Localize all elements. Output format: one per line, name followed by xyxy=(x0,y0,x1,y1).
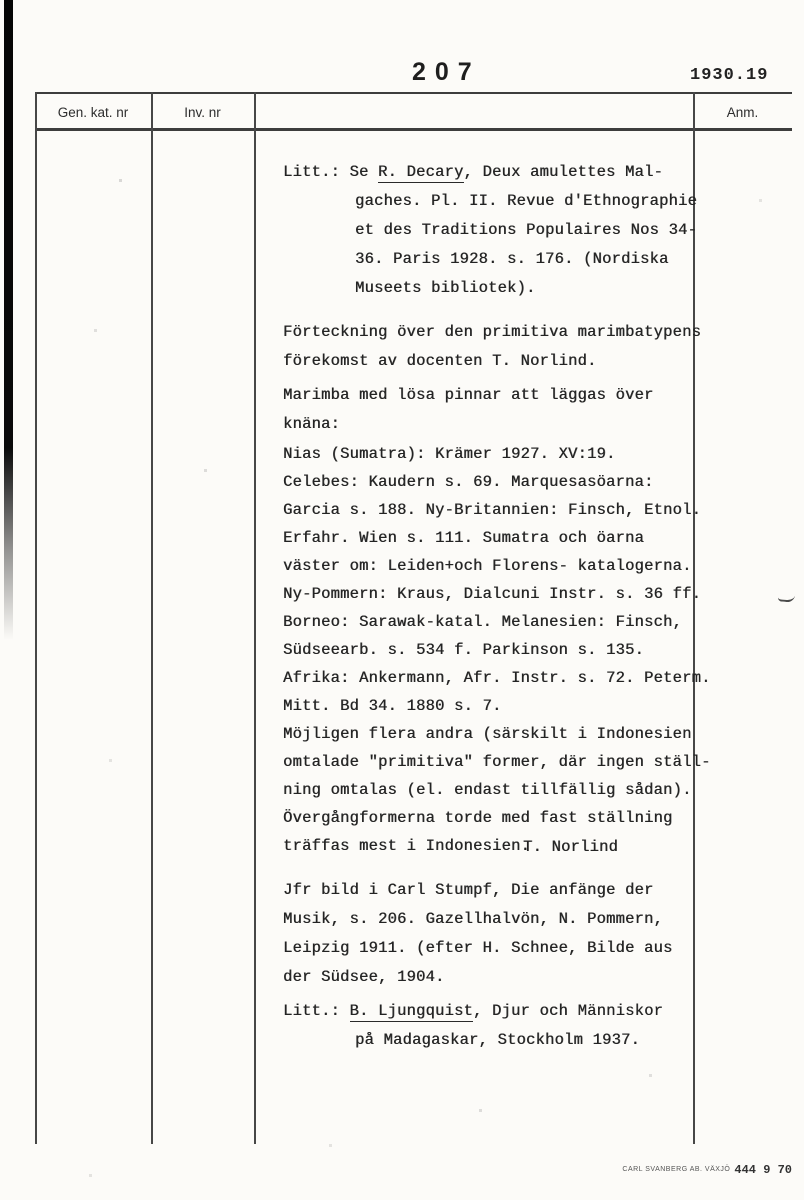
typed-line: der Südsee, 1904. xyxy=(283,968,445,986)
scan-edge-artifact xyxy=(4,0,13,640)
typed-line: väster om: Leiden+och Florens- katalogerna. xyxy=(283,557,692,575)
typed-line: omtalade "primitiva" former, där ingen ställ- xyxy=(283,753,711,771)
typed-line: knäna: xyxy=(283,415,341,433)
typed-line: på Madagaskar, Stockholm 1937. xyxy=(355,1031,641,1049)
litt-label: Litt.: Se xyxy=(283,163,379,181)
printer-name: CARL SVANBERG AB. VÄXJÖ xyxy=(622,1166,731,1173)
typed-line: Garcia s. 188. Ny-Britannien: Finsch, Etnol. xyxy=(283,501,702,519)
typed-line: Jfr bild i Carl Stumpf, Die anfänge der xyxy=(283,881,654,899)
margin-pen-mark xyxy=(778,592,796,602)
column-header-gen-kat-nr: Gen. kat. nr xyxy=(57,105,129,120)
typed-line: ning omtalas (el. endast tillfällig sådan). xyxy=(283,781,692,799)
table-top-border xyxy=(35,92,792,94)
typed-line: et des Traditions Populaires Nos 34- xyxy=(355,221,698,239)
typed-line: gaches. Pl. II. Revue d'Ethnographie xyxy=(355,192,698,210)
table-column-divider-2 xyxy=(254,92,256,1144)
typed-line: Nias (Sumatra): Krämer 1927. XV:19. xyxy=(283,445,616,463)
printer-code: 444 9 70 xyxy=(734,1163,792,1177)
litt-title: , Deux amulettes Mal- xyxy=(463,163,664,181)
printer-imprint xyxy=(622,1160,792,1178)
typed-line: Musik, s. 206. Gazellhalvön, N. Pommern, xyxy=(283,910,664,928)
literature-reference-1 xyxy=(283,158,713,303)
column-header-anm: Anm. xyxy=(726,105,759,120)
marimba-heading xyxy=(283,381,713,439)
typed-line: 36. Paris 1928. s. 176. (Nordiska xyxy=(355,250,669,268)
typed-line: Leipzig 1911. (efter H. Schnee, Bilde aus xyxy=(283,939,673,957)
typed-line: Övergångformerna torde med fast ställning xyxy=(283,809,673,827)
page-number: 207 xyxy=(412,58,481,86)
typed-line: Förteckning över den primitiva marimbatypens xyxy=(283,323,702,341)
litt-label: Litt.: xyxy=(283,1002,350,1020)
typed-line xyxy=(283,158,713,187)
typed-line: Südseearb. s. 534 f. Parkinson s. 135. xyxy=(283,641,645,659)
typed-line: Mitt. Bd 34. 1880 s. 7. xyxy=(283,697,502,715)
typed-line: Ny-Pommern: Kraus, Dialcuni Instr. s. 36 ff. xyxy=(283,585,702,603)
typed-line: Afrika: Ankermann, Afr. Instr. s. 72. Peterm. xyxy=(283,669,711,687)
litt-title: , Djur och Människor xyxy=(473,1002,664,1020)
typed-line: Borneo: Sarawak-katal. Melanesien: Finsch, xyxy=(283,613,683,631)
table-column-divider-1 xyxy=(151,92,153,1144)
typed-line: Marimba med lösa pinnar att läggas över xyxy=(283,386,654,404)
table-left-border xyxy=(35,92,37,1144)
jfr-note-paragraph xyxy=(283,876,713,992)
typed-line: förekomst av docenten T. Norlind. xyxy=(283,352,597,370)
catalog-year-reference: 1930.19 xyxy=(690,66,769,85)
typed-line: Museets bibliotek). xyxy=(355,279,536,297)
intro-paragraph xyxy=(283,318,713,376)
paper-speckles xyxy=(0,0,1,1)
literature-reference-2 xyxy=(283,997,713,1055)
signature-t-norlind: T. Norlind xyxy=(523,838,619,856)
underlined-author: B. Ljungquist xyxy=(349,1002,474,1020)
occurrence-list xyxy=(283,440,713,860)
table-header-bottom-border xyxy=(35,128,792,131)
typed-line: Celebes: Kaudern s. 69. Marquesasöarna: xyxy=(283,473,654,491)
underlined-author: R. Decary xyxy=(378,163,464,181)
column-header-inv-nr: Inv. nr xyxy=(184,105,221,120)
typed-line xyxy=(283,997,713,1026)
typed-line: träffas mest i Indonesien. xyxy=(283,837,531,855)
typed-line: Erfahr. Wien s. 111. Sumatra och öarna xyxy=(283,529,645,547)
typed-line: Möjligen flera andra (särskilt i Indonesien xyxy=(283,725,692,743)
